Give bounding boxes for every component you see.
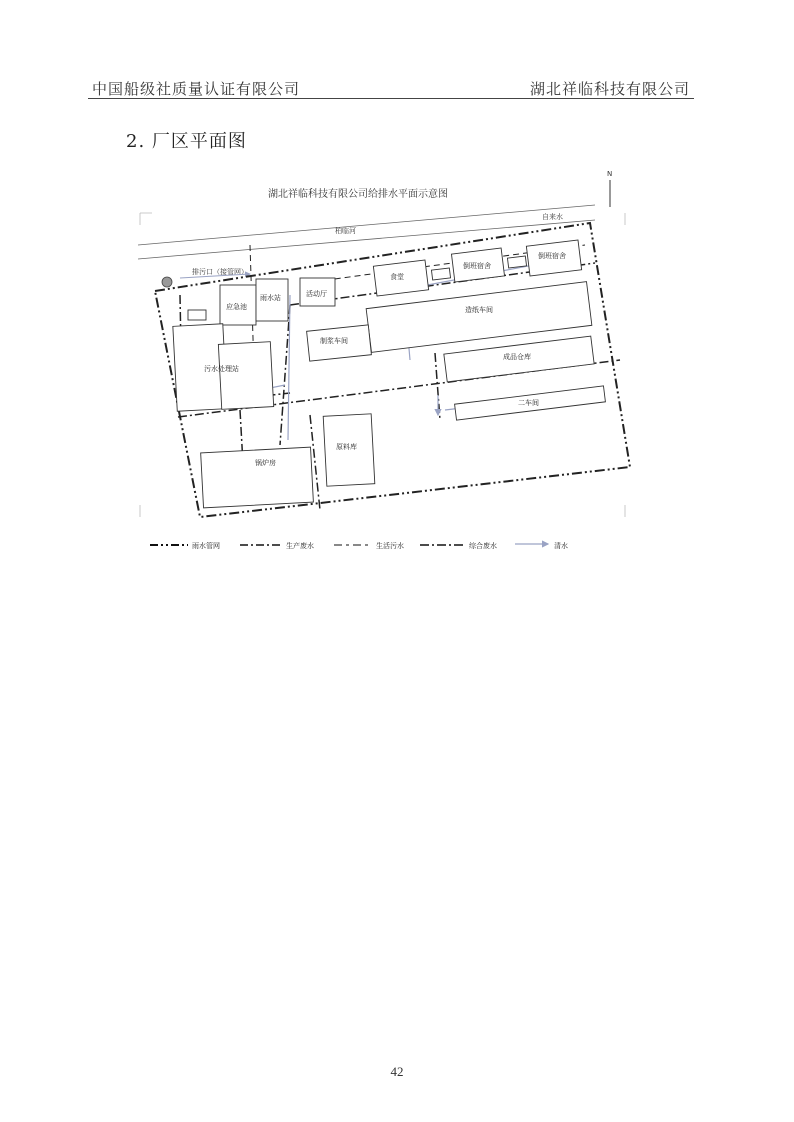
legend: [150, 541, 568, 550]
label-activity-hall: 活动厅: [306, 290, 327, 298]
site-plan-figure: [120, 165, 640, 560]
legend-clean: 清水: [554, 542, 568, 550]
outfall-icon: [162, 277, 172, 287]
legend-production: 生产废水: [286, 542, 314, 550]
legend-combined: 综合废水: [469, 542, 497, 550]
label-dorm-1: 倒班宿舍: [463, 262, 491, 270]
section-title: 2. 厂区平面图: [126, 131, 247, 152]
small-block-3: [507, 256, 526, 268]
building-boiler: [201, 447, 314, 508]
header-company-left: 中国船级社质量认证有限公司: [92, 80, 301, 98]
label-boiler: 锅炉房: [255, 459, 276, 467]
label-rain-station: 雨水站: [260, 294, 281, 302]
label-dorm-2: 倒班宿舍: [538, 252, 566, 260]
plan-title: 湖北祥临科技有限公司给排水平面示意图: [268, 189, 448, 200]
label-workshop-2: 二车间: [518, 399, 539, 407]
header-company-right: 湖北祥临科技有限公司: [529, 80, 690, 98]
legend-rain: 雨水管网: [192, 542, 220, 550]
label-wastewater-station: 污水处理站: [204, 365, 239, 373]
label-main-workshop: 造纸车间: [465, 306, 493, 314]
label-canteen: 食堂: [390, 273, 404, 281]
small-block-1: [188, 310, 206, 320]
label-pulping: 制浆车间: [320, 337, 348, 345]
small-block-2: [431, 268, 450, 280]
outfall-label: 排污口（接管网）: [192, 268, 248, 276]
page-number: 42: [390, 1064, 404, 1079]
label-emergency-pool: 应急池: [226, 303, 247, 311]
tap-water-label: 自来水: [542, 213, 563, 221]
label-warehouse: 成品仓库: [503, 353, 531, 361]
river-label: 柏临河: [335, 227, 356, 235]
river-line-top: [138, 205, 595, 245]
label-raw-material: 原料库: [336, 443, 357, 451]
header-rule: [88, 98, 694, 99]
legend-domestic: 生活污水: [376, 542, 404, 550]
building-wastewater-annex: [218, 342, 273, 410]
north-label: N: [607, 170, 613, 178]
